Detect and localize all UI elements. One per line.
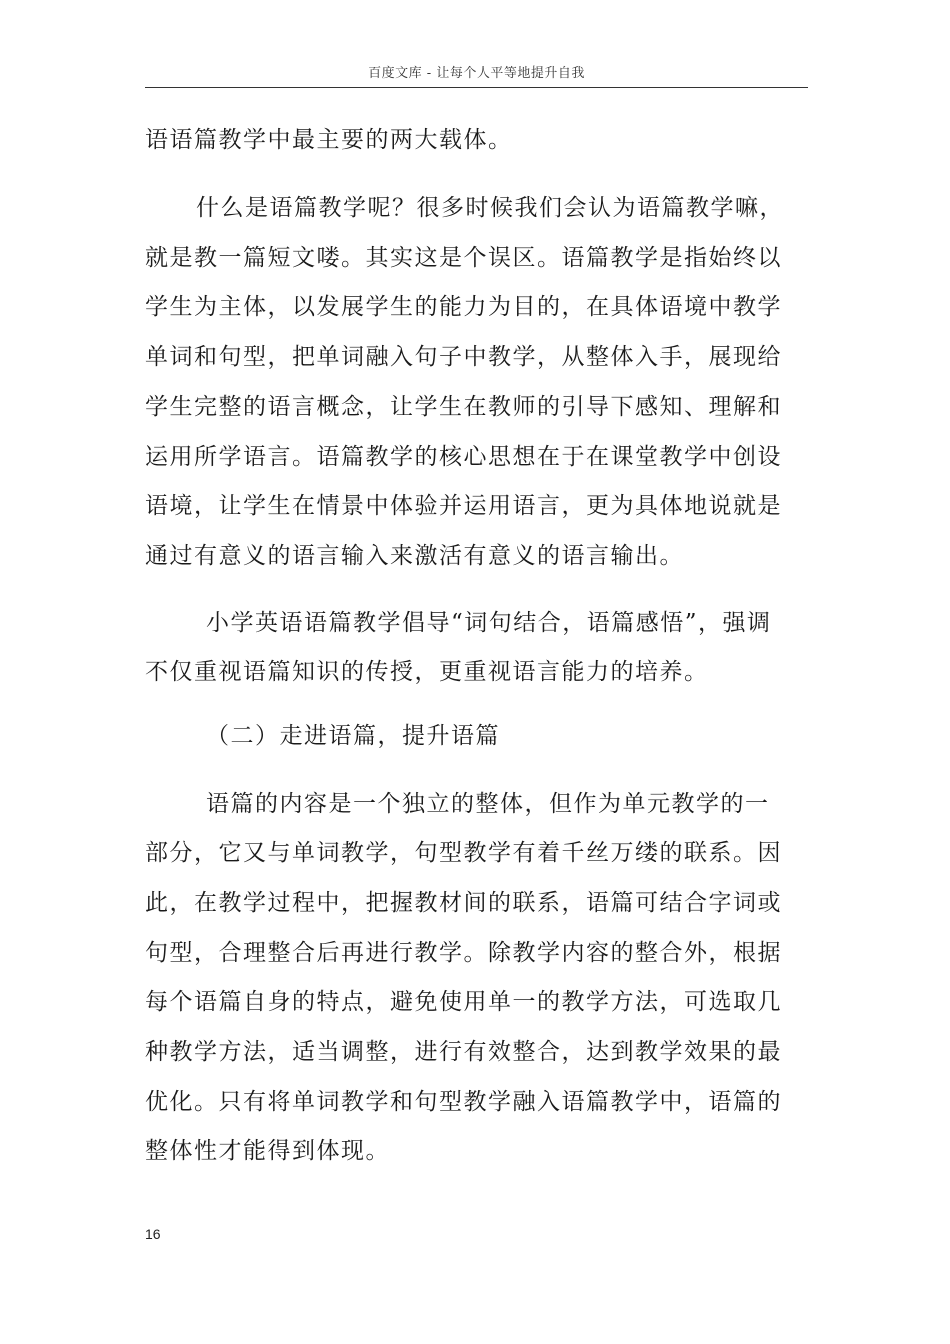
body-line-15: 此，在教学过程中，把握教材间的联系，语篇可结合字词或: [145, 890, 782, 916]
body-line-3: 就是教一篇短文喽。其实这是个误区。语篇教学是指始终以: [145, 245, 782, 271]
body-line-11: 不仅重视语篇知识的传授，更重视语言能力的培养。: [145, 659, 709, 685]
body-line-18: 种教学方法，适当调整，进行有效整合，达到教学效果的最: [145, 1039, 782, 1065]
body-line-1: 语语篇教学中最主要的两大载体。: [145, 127, 513, 153]
body-line-13: 语篇的内容是一个独立的整体，但作为单元教学的一: [206, 791, 770, 817]
body-line-20: 整体性才能得到体现。: [145, 1138, 390, 1164]
body-line-9: 通过有意义的语言输入来激活有意义的语言输出。: [145, 543, 684, 569]
section-heading: （二）走进语篇，提升语篇: [206, 723, 500, 749]
body-line-8: 语境，让学生在情景中体验并运用语言，更为具体地说就是: [145, 493, 782, 519]
body-line-2: 什么是语篇教学呢？很多时候我们会认为语篇教学嘛，: [196, 195, 784, 221]
body-line-6: 学生完整的语言概念，让学生在教师的引导下感知、理解和: [145, 394, 782, 420]
body-line-17: 每个语篇自身的特点，避免使用单一的教学方法，可选取几: [145, 989, 782, 1015]
body-line-19: 优化。只有将单词教学和句型教学融入语篇教学中，语篇的: [145, 1089, 782, 1115]
body-line-7: 运用所学语言。语篇教学的核心思想在于在课堂教学中创设: [145, 444, 782, 470]
body-line-16: 句型，合理整合后再进行教学。除教学内容的整合外，根据: [145, 940, 782, 966]
page-header: [145, 62, 808, 88]
body-line-5: 单词和句型，把单词融入句子中教学，从整体入手，展现给: [145, 344, 782, 370]
body-line-10: 小学英语语篇教学倡导“词句结合，语篇感悟”，强调: [206, 610, 772, 636]
body-line-4: 学生为主体，以发展学生的能力为目的，在具体语境中教学: [145, 294, 782, 320]
body-line-14: 部分，它又与单词教学，句型教学有着千丝万缕的联系。因: [145, 840, 782, 866]
page-number: 16: [145, 1226, 161, 1242]
page-header-text: 百度文库 - 让每个人平等地提升自我: [368, 66, 585, 81]
